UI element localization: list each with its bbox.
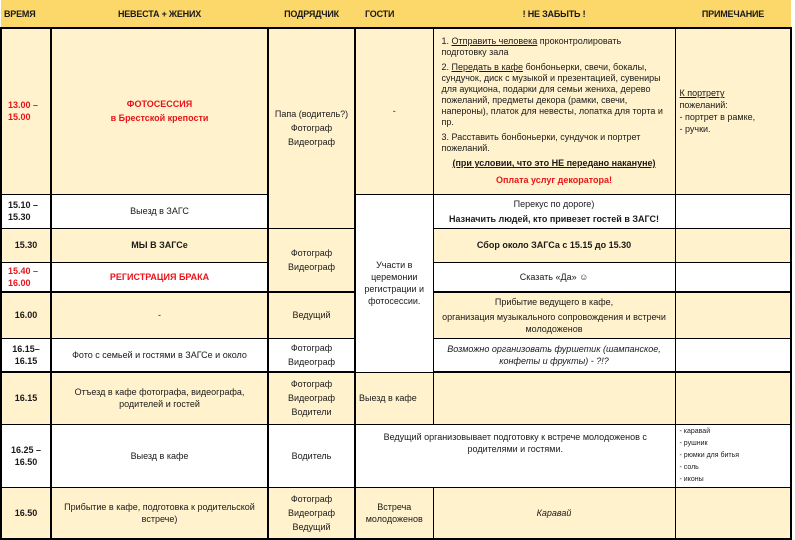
remember-cell: Сбор около ЗАГСа с 15.15 до 15.30 <box>433 228 675 262</box>
couple-cell: РЕГИСТРАЦИЯ БРАКА <box>51 262 268 292</box>
time-cell: 13.00 – 15.00 <box>1 28 51 194</box>
contractor-videographer: Видеограф <box>288 393 335 404</box>
note-item: - рюмки для битья <box>679 451 740 459</box>
contractor-videographer: Видеограф <box>288 261 335 272</box>
note-cell <box>675 262 791 292</box>
contractor-dad: Папа (водитель?) <box>274 109 349 120</box>
contractor-cell <box>268 338 355 372</box>
remember-cell: Возможно организовать фуршетик (шампанское, конфеты и фрукты) - ?!? <box>433 338 675 372</box>
table-row <box>1 194 791 228</box>
contractor-cell <box>268 372 355 424</box>
remember-cell <box>433 292 675 338</box>
time-cell: 15.30 <box>1 228 51 262</box>
couple-cell: Прибытие в кафе, подготовка к родительской встрече) <box>51 487 268 539</box>
time-cell: 16.15 <box>1 372 51 424</box>
contractor-photographer: Фотограф <box>290 379 333 390</box>
note-cell <box>675 487 791 539</box>
header-couple: НЕВЕСТА + ЖЕНИХ <box>51 0 268 28</box>
note-cell <box>675 424 791 487</box>
contractor-drivers: Водители <box>291 407 332 418</box>
remember-item-3: 3. Расставить бонбоньерки, сундучок и портрет пожеланий. <box>441 132 641 154</box>
time-cell: 16.50 <box>1 487 51 539</box>
remember-cell <box>433 372 675 424</box>
remember-host-arrival: Прибытие ведущего в кафе, <box>494 296 614 307</box>
remember-snack: Перекус по дороге) <box>513 198 595 209</box>
time-cell: 16.15– 16.15 <box>1 338 51 372</box>
guests-cell: Участи в церемонии регистрации и фотосессии. <box>355 194 433 372</box>
guests-cell: - <box>355 28 433 194</box>
contractor-videographer: Видеограф <box>288 137 335 148</box>
header-row <box>1 0 791 28</box>
remember-cell: Каравай <box>433 487 675 539</box>
note-cell <box>675 372 791 424</box>
note-cell <box>675 338 791 372</box>
remember-condition: (при условии, что это НЕ передано накануне) <box>452 158 656 169</box>
contractor-photographer: Фотограф <box>290 493 333 504</box>
time-cell: 15.40 – 16.00 <box>1 262 51 292</box>
note-title: К портрету <box>679 88 725 99</box>
header-guests: ГОСТИ <box>355 0 433 28</box>
couple-cell <box>51 28 268 194</box>
contractor-cell <box>268 228 355 292</box>
note-cell <box>675 28 791 194</box>
table-row <box>1 372 791 424</box>
header-time: ВРЕМЯ <box>1 0 51 28</box>
note-item: - рушник <box>679 439 708 447</box>
time-cell: 15.10 – 15.30 <box>1 194 51 228</box>
contractor-cell <box>268 28 355 228</box>
note-item: - иконы <box>679 475 704 483</box>
couple-cell: Выезд в ЗАГС <box>51 194 268 228</box>
guests-cell: Встреча молодоженов <box>355 487 433 539</box>
note-cell <box>675 194 791 228</box>
contractor-cell: Ведущий <box>268 292 355 338</box>
header-remember: ! НЕ ЗАБЫТЬ ! <box>433 0 675 28</box>
header-contractor: ПОДРЯДЧИК <box>268 0 355 28</box>
couple-cell: - <box>51 292 268 338</box>
note-item: - ручки. <box>679 124 711 135</box>
couple-cell: МЫ В ЗАГСе <box>51 228 268 262</box>
note-subtitle: пожеланий: <box>679 100 728 111</box>
contractor-photographer: Фотограф <box>290 247 333 258</box>
remember-music: организация музыкального сопровождения и встречи молодоженов <box>442 311 666 334</box>
note-item: - портрет в рамке, <box>679 112 756 123</box>
contractor-photographer: Фотограф <box>290 123 333 134</box>
contractor-host: Ведущий <box>292 521 331 532</box>
note-cell <box>675 228 791 262</box>
table-row <box>1 424 791 487</box>
remember-cell <box>433 194 675 228</box>
remember-assign: Назначить людей, кто привезет гостей в ЗАГС! <box>449 213 659 224</box>
remember-cell: Сказать «Да» ☺ <box>433 262 675 292</box>
photosession-place: в Брестской крепости <box>110 113 209 124</box>
contractor-videographer: Видеограф <box>288 356 335 367</box>
remember-cell <box>433 28 675 194</box>
remember-item-1: 1. Отправить человека проконтролировать подготовку зала <box>441 36 622 58</box>
photosession-title: ФОТОСЕССИЯ <box>126 99 193 110</box>
couple-cell: Фото с семьей и гостями в ЗАГСе и около <box>51 338 268 372</box>
guests-remember-cell: Ведущий организовывает подготовку к встрече молодоженов с родителями и гостями. <box>355 424 675 487</box>
remember-payment: Оплата услуг декоратора! <box>495 175 613 186</box>
table-row <box>1 28 791 194</box>
contractor-videographer: Видеограф <box>288 507 335 518</box>
note-item: - каравай <box>679 427 711 435</box>
guests-cell: Выезд в кафе <box>355 372 433 424</box>
remember-item-2: 2. Передать в кафе бонбоньерки, свечи, бокалы, сундучок, диск с музыкой и презентацией, сувениры для аукциона, подарки для семьи жениха, дерево пожеланий, предметы декора (рамки, свечи, напероны), платок для невесты, лопатка для торта и пр. <box>441 62 663 128</box>
couple-cell: Выезд в кафе <box>51 424 268 487</box>
time-cell: 16.25 – 16.50 <box>1 424 51 487</box>
contractor-photographer: Фотограф <box>290 342 333 353</box>
contractor-cell <box>268 487 355 539</box>
time-cell: 16.00 <box>1 292 51 338</box>
note-cell <box>675 292 791 338</box>
table-row <box>1 487 791 539</box>
couple-cell: Отъезд в кафе фотографа, видеографа, родителей и гостей <box>51 372 268 424</box>
header-note: ПРИМЕЧАНИЕ <box>675 0 791 28</box>
contractor-cell: Водитель <box>268 424 355 487</box>
note-item: - соль <box>679 463 699 471</box>
